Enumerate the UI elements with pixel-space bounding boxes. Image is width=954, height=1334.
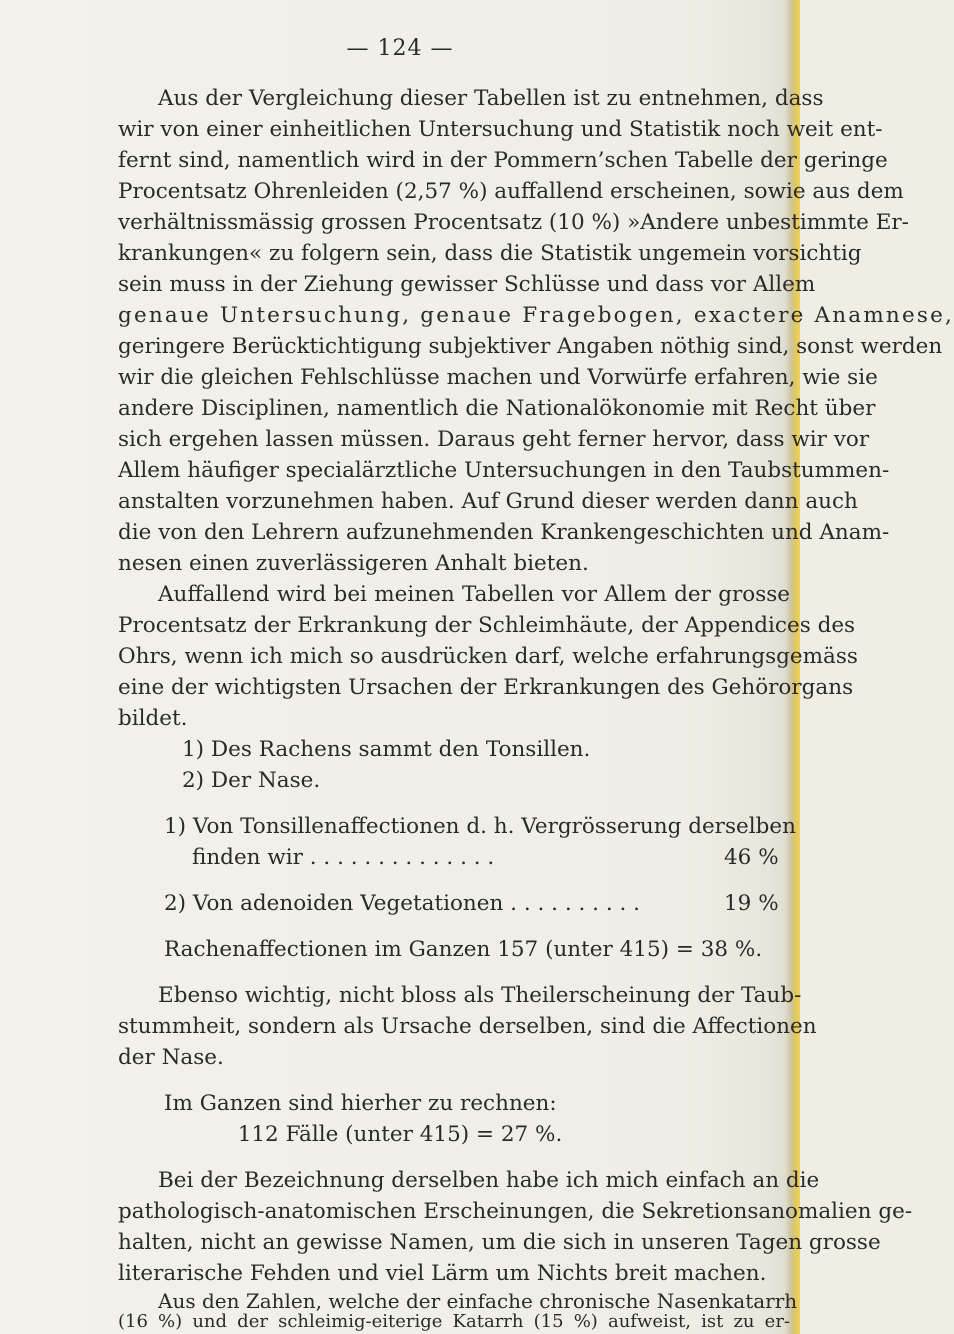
text-line: verhältnissmässig grossen Procentsatz (10 %) »Andere unbestimmte Er- [118,210,909,235]
list-item: 2) Der Nase. [182,768,321,793]
text-line: sehen, welche Wichtigkeit dieses Stiefkind der Therapie einnimmt. Es [118,1316,154,1317]
text-line: pathologisch-anatomischen Erscheinungen, die Sekretionsanomalien ge- [118,1199,913,1224]
list-item: 1) Des Rachens sammt den Tonsillen. [182,737,591,762]
text-line: der Nase. [118,1045,224,1070]
text-line: ist gerade dieser Affection nirgends ihr gebührendes Recht eingeräumt. [153,1316,191,1317]
text-line: (16 %) und der schleimig-eiterige Katarrh (15 %) aufweist, ist zu er- [118,1311,790,1332]
text-overflow-lines [118,1316,768,1318]
text-line: Im Ganzen sind hierher zu rechnen: [164,1091,557,1116]
text-line: Ohrs, wenn ich mich so ausdrücken darf, welche erfahrungsgemäss [118,644,858,669]
text-line: Procentsatz der Erkrankung der Schleimhäute, der Appendices des [118,613,856,638]
percentage-value: 46 % [724,845,779,870]
text-line: Auffallend wird bei meinen Tabellen vor Allem der grosse [158,582,790,607]
total-value: 112 Fälle (unter 415) = 27 %. [237,1122,563,1147]
text-line: stummheit, sondern als Ursache derselben, sind die Affectionen [118,1014,817,1039]
text-line: literarische Fehden und viel Lärm um Nichts breit machen. [118,1261,767,1286]
text-line: halten, nicht an gewisse Namen, um die sich in unseren Tagen grosse [118,1230,881,1255]
text-line-emphasis: genaue Untersuchung, genaue Fragebogen, exactere Anamnese, [118,303,954,328]
text-line: sich ergehen lassen müssen. Daraus geht ferner hervor, dass wir vor [118,427,870,452]
text-line: wir die gleichen Fehlschlüsse machen und Vorwürfe erfahren, wie sie [118,365,878,390]
list-item: 2) Von adenoiden Vegetationen . . . . . . . . . . [164,891,641,916]
text-line: andere Disciplinen, namentlich die Nationalökonomie mit Recht über [118,396,876,421]
text-line: Aus der Vergleichung dieser Tabellen ist zu entnehmen, dass [158,86,824,111]
text-line: wir von einer einheitlichen Untersuchung und Statistik noch weit ent- [118,117,883,142]
list-item: 1) Von Tonsillenaffectionen d. h. Vergrösserung derselben [164,814,796,839]
text-line: Procentsatz Ohrenleiden (2,57 %) auffallend erscheinen, sowie aus dem [118,179,904,204]
text-line: krankungen« zu folgern sein, dass die Statistik ungemein vorsichtig [118,241,862,266]
text-line: Aus den Zahlen, welche der einfache chronische Nasenkatarrh [158,1289,798,1313]
text-line: Bei der Bezeichnung derselben habe ich mich einfach an die [158,1168,820,1193]
text-line: fernt sind, namentlich wird in der Pommern’schen Tabelle der geringe [118,148,888,173]
page-number: — 124 — [346,36,454,61]
summary-line: Rachenaffectionen im Ganzen 157 (unter 415) = 38 %. [164,937,763,962]
text-line: die von den Lehrern aufzunehmenden Krankengeschichten und Anam- [118,520,890,545]
text-line: anstalten vorzunehmen haben. Auf Grund dieser werden dann auch [118,489,858,514]
text-line: eine der wichtigsten Ursachen der Erkrankungen des Gehörorgans [118,675,854,700]
text-line: bildet. [118,706,188,731]
text-line: nesen einen zuverlässigeren Anhalt bieten. [118,551,589,576]
percentage-value: 19 % [724,891,779,916]
list-item-dots: finden wir . . . . . . . . . . . . . . [192,845,495,870]
text-line: sein muss in der Ziehung gewisser Schlüsse und dass vor Allem [118,272,816,297]
text-line: Allem häufiger specialärztliche Untersuchungen in den Taubstummen- [118,458,890,483]
text-line: geringere Berücktichtigung subjektiver Angaben nöthig sind, sonst werden [118,334,943,359]
text-line: Ebenso wichtig, nicht bloss als Theilerscheinung der Taub- [158,983,802,1008]
